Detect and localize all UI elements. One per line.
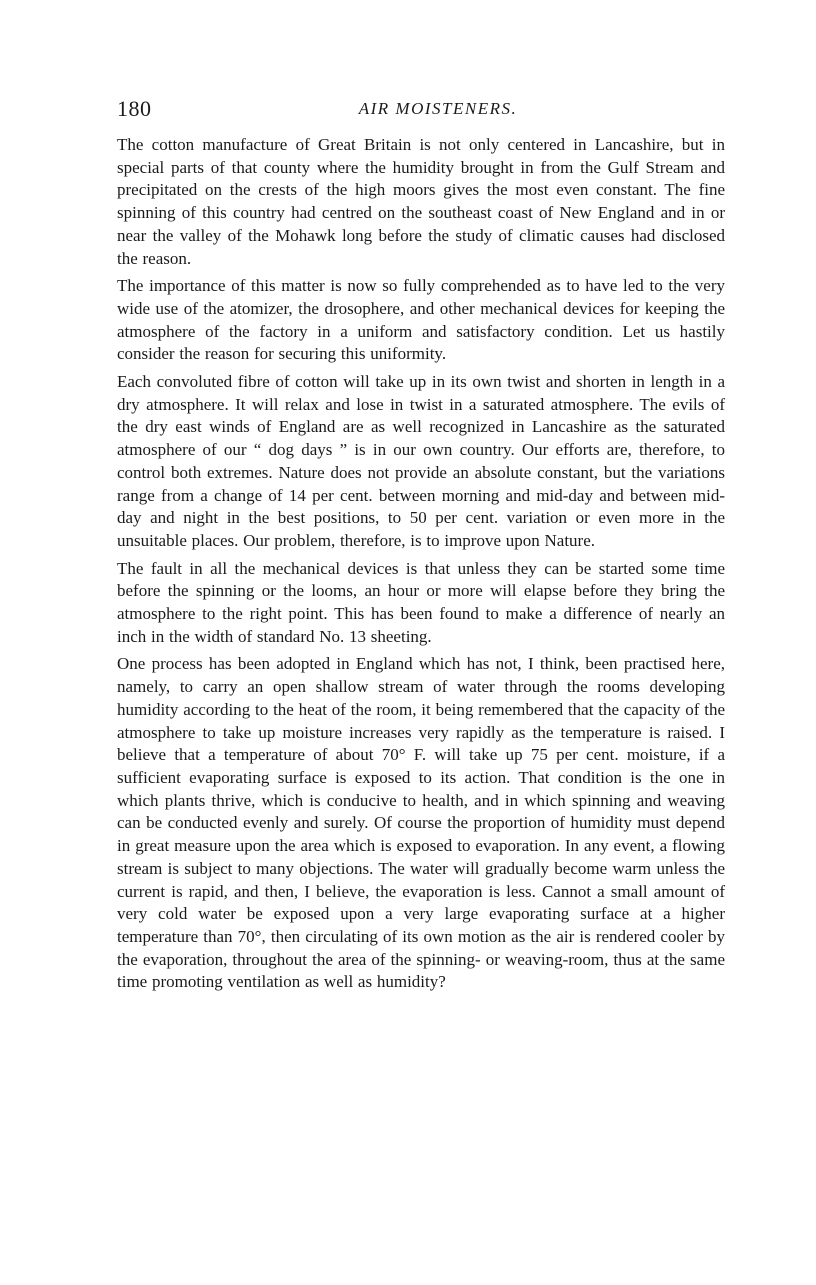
paragraph: One process has been adopted in England which has not, I think, been practised here, namely, to carry an open shallow stream of water through the rooms developing humidity according to the heat of the room, it being remembered that the capacity of the atmosphere to take up moisture increases very rapidly as the temperature is raised. I believe that a temperature of about 70° F. will take up 75 per cent. moisture, if a sufficient evaporating surface is exposed to its action. That condition is the one in which plants thrive, which is conducive to health, and in which spinning and weaving can be conducted evenly and surely. Of course the proportion of humidity must depend in great measure upon the area which is exposed to evaporation. In any event, a flowing stream is subject to many objections. The water will gradually become warm unless the current is rapid, and then, I believe, the evaporation is less. Cannot a small amount of very cold water be exposed upon a very large evaporating surface at a higher temperature than 70°, then circulating of its own motion as the air is rendered cooler by the evaporation, throughout the area of the spinning- or weaving-room, thus at the same time promoting ventilation as well as humidity? — [117, 654, 725, 992]
body-text — [117, 134, 725, 999]
paragraph: The importance of this matter is now so fully comprehended as to have led to the very wide use of the atomizer, the drosophere, and other mechanical devices for keeping the atmosphere of the factory in a uniform and satisfactory condition. Let us hastily consider the reason for securing this uniformity. — [117, 276, 725, 364]
paragraph: The fault in all the mechanical devices is that unless they can be started some time before the spinning or the looms, an hour or more will elapse before they bring the atmosphere to the right point. This has been found to make a difference of nearly an inch in the width of standard No. 13 sheeting. — [117, 558, 725, 646]
paragraph: Each convoluted fibre of cotton will take up in its own twist and shorten in length in a dry atmosphere. It will relax and lose in twist in a saturated atmosphere. The evils of the dry east winds of England are as well recognized in Lancashire as the saturated atmosphere of our “ dog days ” is in our own country. Our efforts are, therefore, to control both extremes. Nature does not provide an absolute constant, but the variations range from a change of 14 per cent. between morning and mid-day and between mid-day and night in the best positions, to 50 per cent. variation or even more in the unsuitable places. Our problem, therefore, is to improve upon Nature. — [117, 372, 725, 550]
running-head: AIR MOISTENERS. — [358, 99, 518, 118]
page-number: 180 — [117, 96, 152, 121]
paragraph: The cotton manufacture of Great Britain is not only centered in Lancashire, but in special parts of that county where the humidity brought in from the Gulf Stream and precipitated on the crests of the high moors gives the most even constant. The fine spinning of this country had centred on the southeast coast of New England and in or near the valley of the Mohawk long before the study of climatic causes had disclosed the reason. — [117, 135, 725, 268]
